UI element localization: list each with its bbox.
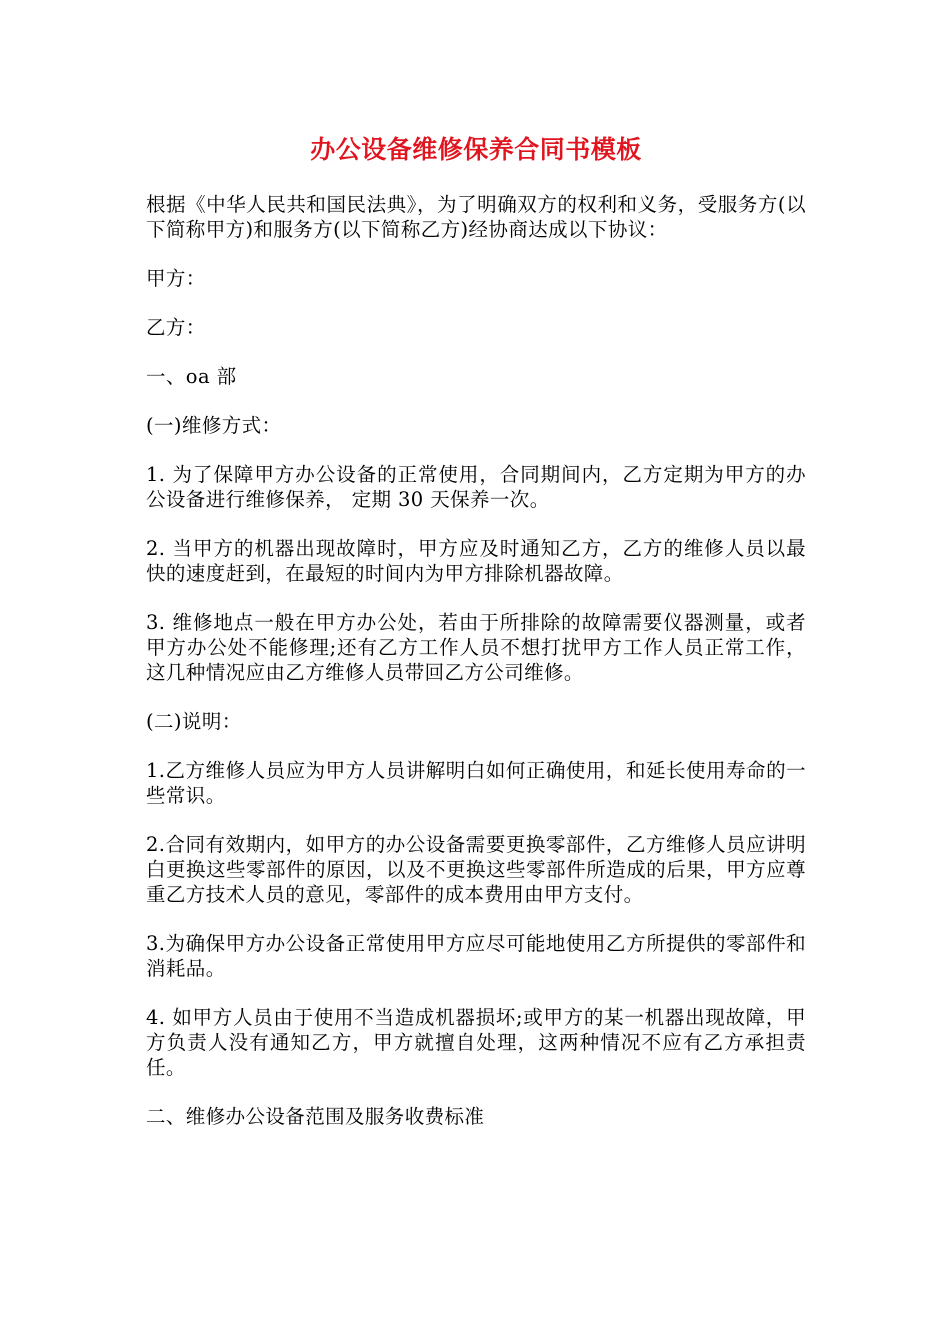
clause-repair-2: 2. 当甲方的机器出现故障时，甲方应及时通知乙方，乙方的维修人员以最快的速度赶到，在最短的时间内为甲方排除机器故障。 (146, 537, 806, 585)
intro-paragraph: 根据《中华人民共和国民法典》，为了明确双方的权利和义务，受服务方(以下简称甲方)和服务方(以下简称乙方)经协商达成以下协议： (146, 193, 806, 241)
subsection-heading-repair-method: (一)维修方式： (146, 414, 282, 437)
subsection-heading-notes: (二)说明： (146, 710, 242, 733)
clause-notes-4: 4. 如甲方人员由于使用不当造成机器损坏;或甲方的某一机器出现故障，甲方负责人没有通知乙方，甲方就擅自处理，这两种情况不应有乙方承担责任。 (146, 1006, 806, 1079)
party-a-line: 甲方： (146, 267, 206, 290)
section-heading-oa: 一、oa 部 (146, 365, 237, 388)
document-title: 办公设备维修保养合同书模板 (310, 135, 642, 164)
party-b-line: 乙方： (146, 316, 206, 339)
section-heading-scope-fees: 二、维修办公设备范围及服务收费标准 (146, 1105, 485, 1128)
clause-notes-2: 2.合同有效期内，如甲方的办公设备需要更换零部件，乙方维修人员应讲明白更换这些零部件的原因，以及不更换这些零部件所造成的后果，甲方应尊重乙方技术人员的意见，零部件的成本费用由甲方支付。 (146, 833, 806, 906)
clause-notes-3: 3.为确保甲方办公设备正常使用甲方应尽可能地使用乙方所提供的零部件和消耗品。 (146, 932, 806, 980)
clause-repair-3: 3. 维修地点一般在甲方办公处，若由于所排除的故障需要仪器测量，或者甲方办公处不能修理;还有乙方工作人员不想打扰甲方工作人员正常工作，这几种情况应由乙方维修人员带回乙方公司维修。 (146, 611, 806, 684)
clause-repair-1: 1. 为了保障甲方办公设备的正常使用，合同期间内，乙方定期为甲方的办公设备进行维修保养， 定期 30 天保养一次。 (146, 463, 806, 511)
clause-notes-1: 1.乙方维修人员应为甲方人员讲解明白如何正确使用，和延长使用寿命的一些常识。 (146, 759, 806, 807)
document-page (146, 128, 806, 1153)
